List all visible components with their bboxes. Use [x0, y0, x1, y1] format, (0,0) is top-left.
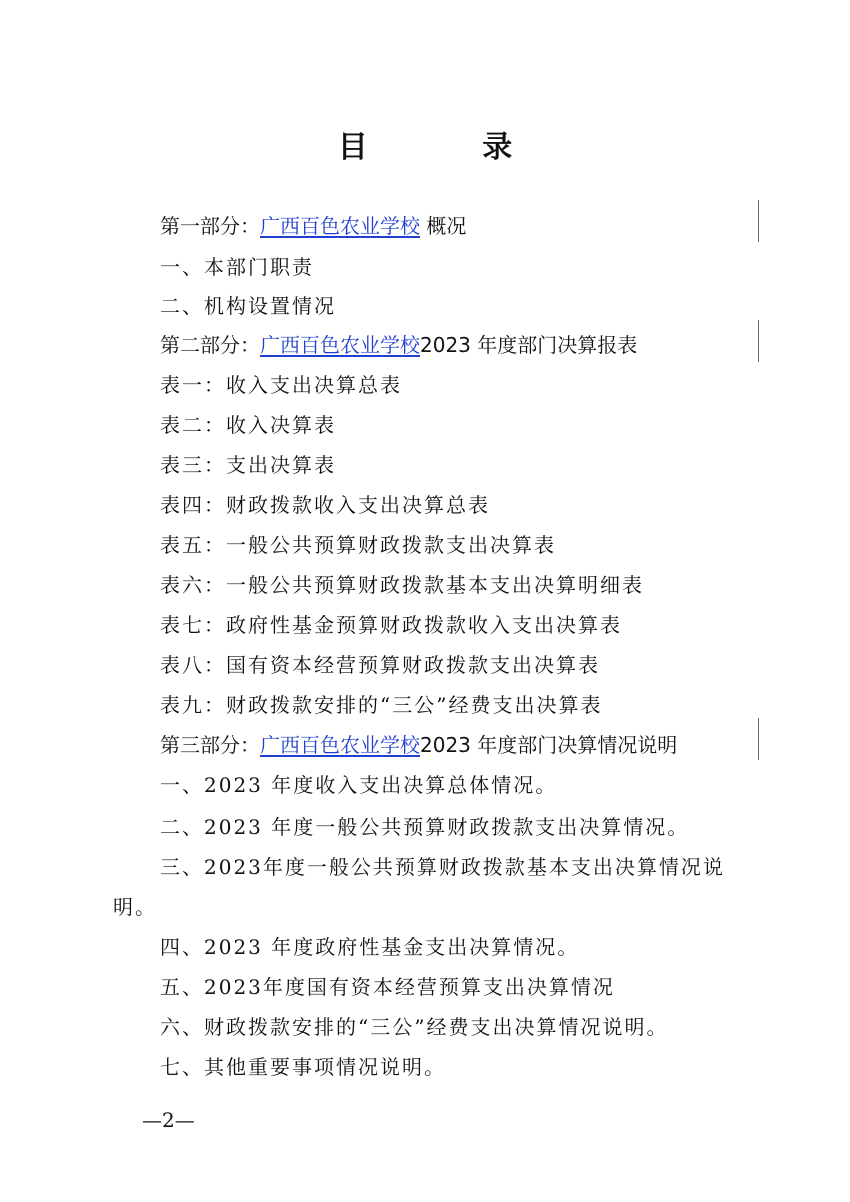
- section-suffix: 概况: [420, 214, 467, 238]
- toc-item: 一、本部门职责: [160, 255, 314, 279]
- page-number: —2—: [142, 1108, 195, 1132]
- section-heading-part1: [160, 212, 466, 240]
- org-link[interactable]: 广西百色农业学校: [260, 214, 420, 238]
- toc-item: 表八：国有资本经营预算财政拨款支出决算表: [160, 653, 600, 677]
- section-prefix: 第二部分：: [160, 333, 260, 357]
- org-link[interactable]: 广西百色农业学校: [260, 733, 420, 757]
- section-heading-part3: [160, 731, 677, 759]
- toc-item: 表六：一般公共预算财政拨款基本支出决算明细表: [160, 573, 644, 597]
- toc-item: 七、其他重要事项情况说明。: [160, 1055, 446, 1079]
- margin-bar: [758, 200, 759, 242]
- toc-item: 四、2023 年度政府性基金支出决算情况。: [160, 935, 580, 959]
- section-suffix: 2023 年度部门决算报表: [420, 333, 638, 357]
- toc-item: 三、2023年度一般公共预算财政拨款基本支出决算情况说: [160, 855, 725, 879]
- margin-bar: [758, 320, 759, 362]
- toc-item: 五、2023年度国有资本经营预算支出决算情况: [160, 975, 615, 999]
- toc-item: 二、机构设置情况: [160, 294, 336, 318]
- toc-item: 表三：支出决算表: [160, 453, 336, 477]
- toc-item: 表一：收入支出决算总表: [160, 373, 402, 397]
- toc-item: 表七：政府性基金预算财政拨款收入支出决算表: [160, 613, 622, 637]
- toc-item: 表五：一般公共预算财政拨款支出决算表: [160, 533, 556, 557]
- toc-item: 六、财政拨款安排的“三公”经费支出决算情况说明。: [160, 1015, 669, 1039]
- section-heading-part2: [160, 331, 637, 359]
- section-suffix: 2023 年度部门决算情况说明: [420, 733, 678, 757]
- page-title: 目 录: [337, 130, 565, 165]
- toc-item: 一、2023 年度收入支出决算总体情况。: [160, 773, 558, 797]
- toc-item: 表九：财政拨款安排的“三公”经费支出决算表: [160, 693, 603, 717]
- toc-item-continuation: 明。: [113, 895, 157, 919]
- margin-bar: [758, 718, 759, 760]
- toc-item: 二、2023 年度一般公共预算财政拨款支出决算情况。: [160, 815, 690, 839]
- org-link[interactable]: 广西百色农业学校: [260, 333, 420, 357]
- section-prefix: 第一部分：: [160, 214, 260, 238]
- toc-item: 表四：财政拨款收入支出决算总表: [160, 493, 490, 517]
- section-prefix: 第三部分：: [160, 733, 260, 757]
- toc-item: 表二：收入决算表: [160, 413, 336, 437]
